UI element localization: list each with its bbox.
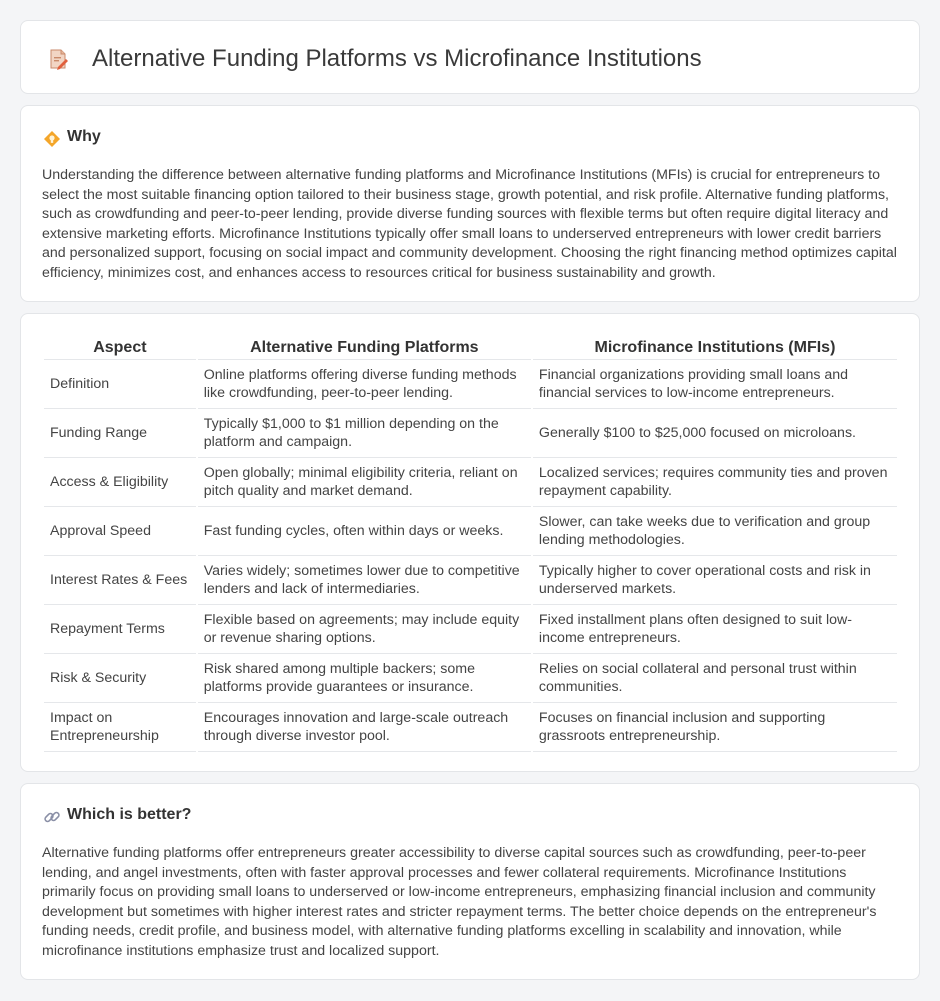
alternative-funding-cell: Open globally; minimal eligibility criteria, reliant on pitch quality and market demand. (198, 458, 531, 507)
microfinance-cell: Relies on social collateral and personal trust within communities. (533, 654, 897, 703)
column-header-aspect: Aspect (44, 338, 196, 360)
lightbulb-icon (43, 130, 61, 148)
which-is-better-section (20, 783, 920, 980)
table-row (44, 605, 897, 654)
aspect-cell: Interest Rates & Fees (44, 556, 196, 605)
column-header-microfinance: Microfinance Institutions (MFIs) (533, 338, 897, 360)
alternative-funding-cell: Varies widely; sometimes lower due to competitive lenders and lack of intermediaries. (198, 556, 531, 605)
alternative-funding-cell: Fast funding cycles, often within days or weeks. (198, 507, 531, 556)
alternative-funding-cell: Encourages innovation and large-scale outreach through diverse investor pool. (198, 703, 531, 752)
aspect-cell: Repayment Terms (44, 605, 196, 654)
table-header-row (44, 338, 897, 360)
comparison-section (20, 313, 920, 772)
alternative-funding-cell: Typically $1,000 to $1 million depending on the platform and campaign. (198, 409, 531, 458)
table-row (44, 360, 897, 409)
alternative-funding-cell: Online platforms offering diverse funding methods like crowdfunding, peer-to-peer lending. (198, 360, 531, 409)
why-text: Understanding the difference between alternative funding platforms and Microfinance Institutions (MFIs) is crucial for entrepreneurs to select the most suitable financing option tailored to their business stage, growth potential, and risk profile. Alternative funding platforms, such as crowdfunding and peer-to-peer lending, provide diverse funding sources with flexible terms but often require digital literacy and extensive marketing efforts. Microfinance Institutions typically offer small loans to underserved entrepreneurs with lower credit barriers and personalized support, focusing on social impact and community development. Choosing the right financing method optimizes capital efficiency, minimizes cost, and enhances access to resources critical for business sustainability and growth. (42, 167, 897, 281)
aspect-cell: Funding Range (44, 409, 196, 458)
microfinance-cell: Localized services; requires community ties and proven repayment capability. (533, 458, 897, 507)
aspect-cell: Risk & Security (44, 654, 196, 703)
table-row (44, 507, 897, 556)
table-row (44, 556, 897, 605)
document-edit-icon (46, 47, 70, 71)
microfinance-cell: Typically higher to cover operational costs and risk in underserved markets. (533, 556, 897, 605)
why-section (20, 105, 920, 302)
alternative-funding-cell: Flexible based on agreements; may include equity or revenue sharing options. (198, 605, 531, 654)
aspect-cell: Impact on Entrepreneurship (44, 703, 196, 752)
header-card (20, 20, 920, 94)
microfinance-cell: Slower, can take weeks due to verification and group lending methodologies. (533, 507, 897, 556)
comparison-table (42, 338, 899, 752)
column-header-alternative-funding: Alternative Funding Platforms (198, 338, 531, 360)
aspect-cell: Approval Speed (44, 507, 196, 556)
better-text: Alternative funding platforms offer entrepreneurs greater accessibility to diverse capital sources such as crowdfunding, peer-to-peer lending, and angel investments, often with faster approval processes and fewer collateral requirements. Microfinance Institutions primarily focus on providing small loans to underserved or low-income entrepreneurs, emphasizing financial inclusion and community development but sometimes with higher interest rates and stricter repayment terms. The better choice depends on the entrepreneur's funding needs, credit profile, and business model, with alternative funding platforms excelling in scalability and innovation, while microfinance institutions emphasize trust and localized support. (42, 845, 877, 959)
microfinance-cell: Focuses on financial inclusion and supporting grassroots entrepreneurship. (533, 703, 897, 752)
table-row (44, 654, 897, 703)
table-row (44, 458, 897, 507)
microfinance-cell: Generally $100 to $25,000 focused on microloans. (533, 409, 897, 458)
table-row (44, 409, 897, 458)
better-heading-label: Which is better? (67, 806, 192, 823)
alternative-funding-cell: Risk shared among multiple backers; some platforms provide guarantees or insurance. (198, 654, 531, 703)
aspect-cell: Access & Eligibility (44, 458, 196, 507)
aspect-cell: Definition (44, 360, 196, 409)
page-title: Alternative Funding Platforms vs Microfinance Institutions (92, 45, 702, 72)
link-icon (43, 808, 61, 826)
table-row (44, 703, 897, 752)
microfinance-cell: Financial organizations providing small loans and financial services to low-income entrepreneurs. (533, 360, 897, 409)
why-heading-label: Why (67, 128, 101, 145)
microfinance-cell: Fixed installment plans often designed to suit low-income entrepreneurs. (533, 605, 897, 654)
